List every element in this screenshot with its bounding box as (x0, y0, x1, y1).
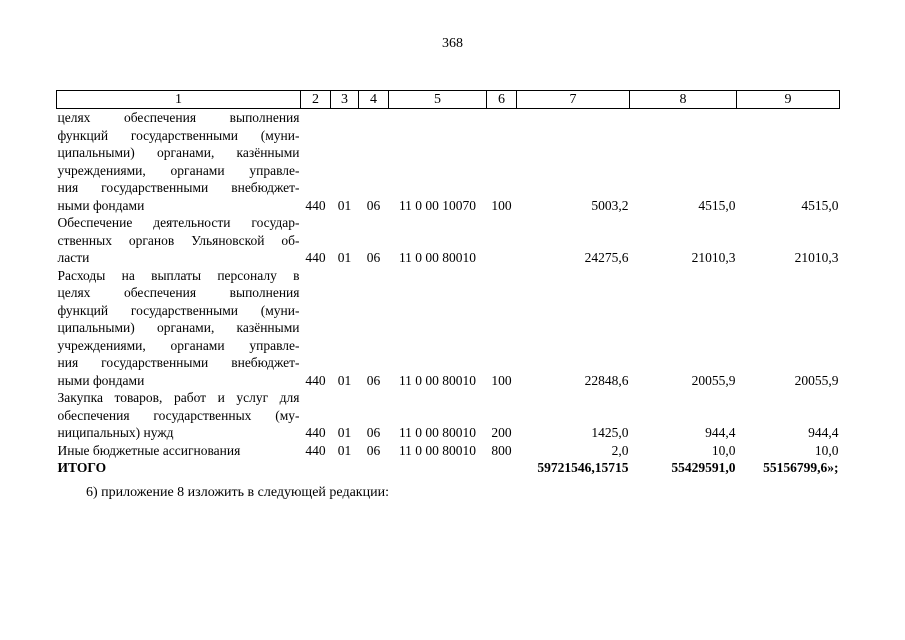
total-value-2020: 59721546,15715 (537, 460, 629, 475)
code-section: 01 (337, 442, 352, 458)
code-expense-type (487, 214, 517, 267)
col-header-5: 5 (389, 91, 487, 109)
table-row (57, 267, 840, 390)
total-value-2022: 55156799,6»; (763, 460, 839, 475)
value-2022: 944,4 (808, 425, 839, 440)
code-section: 01 (337, 372, 352, 388)
value-2021: 21010,3 (691, 250, 736, 265)
description-line: обеспечения государственных (му- (57, 407, 300, 423)
code-ministry: 440 (305, 372, 326, 388)
code-section: 01 (337, 197, 352, 213)
code-target: 11 0 00 10070 (398, 197, 477, 213)
col-header-7: 7 (517, 91, 630, 109)
value-2022: 20055,9 (794, 372, 839, 388)
table-row (57, 214, 840, 267)
col-header-8: 8 (630, 91, 737, 109)
value-2021: 944,4 (705, 425, 736, 440)
description-line: ными фондами (57, 197, 145, 213)
code-expense-type: 100 (491, 197, 512, 213)
description-line: функций государственными (муни- (57, 127, 300, 143)
row-description (57, 214, 301, 267)
description-line: целях обеспечения выполнения (57, 285, 300, 300)
row-description (57, 442, 301, 460)
code-ministry: 440 (305, 425, 326, 440)
description-line: Обеспечение деятельности государ- (57, 215, 300, 230)
value-2021: 20055,9 (691, 372, 736, 388)
row-description (57, 389, 301, 442)
code-ministry: 440 (305, 442, 326, 458)
header-row (57, 91, 840, 109)
description-line: Закупка товаров, работ и услуг для (57, 390, 300, 405)
col-header-4: 4 (359, 91, 389, 109)
code-target: 11 0 00 80010 (398, 442, 477, 458)
col-header-9: 9 (737, 91, 840, 109)
value-2022: 10,0 (814, 442, 839, 458)
description-line: ципальными) органами, казёнными (57, 320, 300, 335)
total-value-2021: 55429591,0 (671, 460, 736, 475)
value-2020: 22848,6 (584, 372, 629, 388)
table-row (57, 109, 840, 215)
description-line: функций государственными (муни- (57, 302, 300, 318)
total-label: ИТОГО (57, 460, 107, 475)
description-line: ственных органов Ульяновской об- (57, 232, 300, 248)
description-line: ния государственными внебюджет- (57, 180, 300, 195)
description-line: ласти (57, 250, 90, 265)
col-header-1: 1 (57, 91, 301, 109)
code-subsection: 06 (366, 197, 381, 213)
code-section: 01 (337, 425, 352, 440)
col-header-2: 2 (301, 91, 331, 109)
code-expense-type: 200 (491, 425, 512, 440)
row-description (57, 267, 301, 390)
total-row (57, 459, 840, 477)
value-2022: 21010,3 (794, 250, 839, 265)
code-target: 11 0 00 80010 (398, 250, 477, 265)
value-2021: 10,0 (711, 442, 736, 458)
code-subsection: 06 (366, 250, 381, 265)
amendment-note: 6) приложение 8 изложить в следующей редакции: (86, 485, 389, 500)
description-line: целях обеспечения выполнения (57, 110, 300, 125)
value-2021: 4515,0 (698, 197, 736, 213)
value-2020: 2,0 (611, 442, 629, 458)
code-target: 11 0 00 80010 (398, 372, 477, 388)
code-subsection: 06 (366, 442, 381, 458)
code-expense-type: 800 (491, 442, 512, 458)
code-subsection: 06 (366, 372, 381, 388)
description-line: учреждениями, органами управле- (57, 162, 300, 178)
description-line: ципальными) органами, казёнными (57, 145, 300, 160)
col-header-6: 6 (487, 91, 517, 109)
table-row (57, 442, 840, 460)
code-section: 01 (337, 250, 352, 265)
description-line: ниципальных) нужд (57, 425, 174, 440)
col-header-3: 3 (331, 91, 359, 109)
description-line: ния государственными внебюджет- (57, 355, 300, 370)
description-line: учреждениями, органами управле- (57, 337, 300, 353)
table-row (57, 389, 840, 442)
description-line: Иные бюджетные ассигнования (57, 442, 241, 458)
description-line: ными фондами (57, 372, 145, 388)
row-description (57, 109, 301, 215)
value-2022: 4515,0 (801, 197, 839, 213)
code-subsection: 06 (366, 425, 381, 440)
page-number: 368 (442, 36, 463, 51)
description-line: Расходы на выплаты персоналу в (57, 267, 300, 283)
value-2020: 1425,0 (591, 425, 629, 440)
value-2020: 5003,2 (591, 197, 629, 213)
code-ministry: 440 (305, 250, 326, 265)
code-ministry: 440 (305, 197, 326, 213)
value-2020: 24275,6 (584, 250, 629, 265)
code-target: 11 0 00 80010 (398, 425, 477, 440)
code-expense-type: 100 (491, 372, 512, 388)
budget-table (56, 90, 840, 477)
